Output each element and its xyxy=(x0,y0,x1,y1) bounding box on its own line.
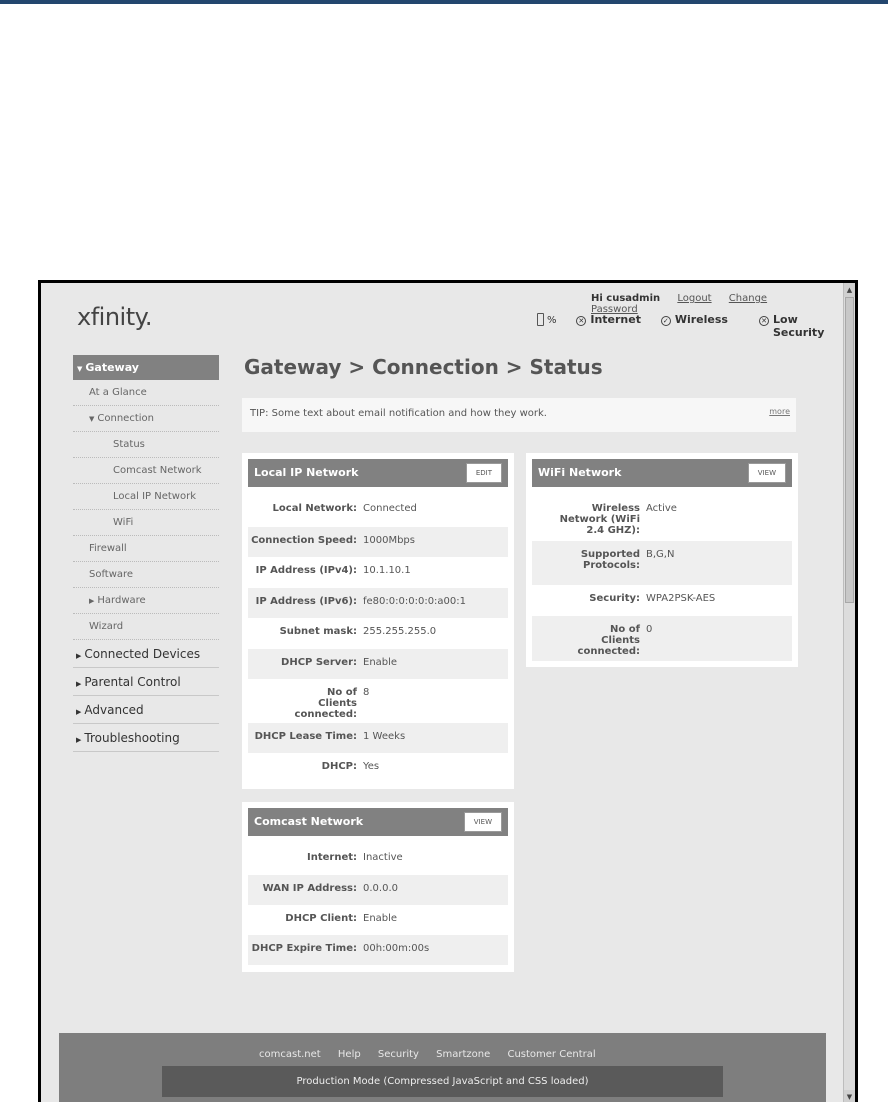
table-row: DHCP Lease Time: 1 Weeks xyxy=(248,723,508,753)
comcast-network-panel xyxy=(242,802,514,972)
tip-box xyxy=(242,398,796,432)
chevron-right-icon: ▶ xyxy=(76,680,82,688)
table-row: WAN IP Address: 0.0.0.0 xyxy=(248,875,508,905)
page-canvas xyxy=(41,283,846,1102)
table-row: Supported Protocols: B,G,N xyxy=(532,541,792,585)
sidebar-item-advanced[interactable]: ▶ Advanced xyxy=(73,696,219,724)
view-wifi-button[interactable]: VIEW xyxy=(748,463,786,483)
footer-links xyxy=(259,1049,610,1060)
logout-link[interactable]: Logout xyxy=(677,293,712,304)
security-status-label-1: Low xyxy=(773,313,798,326)
table-row: DHCP Server: Enable xyxy=(248,649,508,679)
table-row: IP Address (IPv4): 10.1.10.1 xyxy=(255,565,411,576)
tip-text: TIP: Some text about email notification and how they work. xyxy=(250,408,547,419)
footer-link-comcast[interactable]: comcast.net xyxy=(259,1049,321,1060)
table-row: No of Clients connected: 0 xyxy=(532,616,792,661)
wifi-network-header xyxy=(532,459,792,487)
xfinity-logo: xfinity. xyxy=(77,303,153,331)
table-row: Security: WPA2PSK-AES xyxy=(589,593,716,604)
browser-window xyxy=(38,280,858,1102)
security-status-label-2: Security xyxy=(773,326,825,339)
sidebar-item-connected-devices[interactable]: ▶ Connected Devices xyxy=(73,640,219,668)
internet-status-label: Internet xyxy=(590,313,641,326)
panel-title: Local IP Network xyxy=(254,466,359,479)
battery-icon xyxy=(537,313,544,326)
user-greeting: Hi cusadmin xyxy=(591,293,661,304)
gateway-page xyxy=(59,283,826,1059)
chevron-right-icon: ▶ xyxy=(76,736,82,744)
table-row: DHCP Client: Enable xyxy=(285,913,398,924)
scroll-down-icon[interactable]: ▼ xyxy=(844,1090,855,1102)
chevron-right-icon: ▶ xyxy=(76,652,82,660)
view-comcast-button[interactable]: VIEW xyxy=(464,812,502,832)
wireless-status[interactable] xyxy=(661,313,728,326)
table-row: IP Address (IPv6): fe80:0:0:0:0:0:a00:1 xyxy=(248,588,508,618)
sidebar-item-firewall[interactable]: Firewall xyxy=(73,536,219,562)
table-row: DHCP Expire Time: 00h:00m:00s xyxy=(248,935,508,965)
change-password-link[interactable]: Change Password xyxy=(591,293,768,315)
battery-status: % xyxy=(537,313,557,326)
sidebar-item-connection[interactable]: ▼ Connection xyxy=(73,406,219,432)
table-row: Subnet mask: 255.255.255.0 xyxy=(279,626,437,637)
table-row: No of Clients connected: 8 xyxy=(294,687,370,720)
sidebar-item-wifi[interactable]: WiFi xyxy=(73,510,219,536)
panel-title: WiFi Network xyxy=(538,466,622,479)
wifi-network-panel xyxy=(526,453,798,667)
wireless-status-label: Wireless xyxy=(674,313,728,326)
internet-status-icon: ✕ xyxy=(576,316,586,326)
internet-status[interactable] xyxy=(576,313,641,326)
local-ip-network-header xyxy=(248,459,508,487)
local-ip-network-panel xyxy=(242,453,514,789)
chevron-right-icon: ▶ xyxy=(89,597,95,605)
footer-link-security[interactable]: Security xyxy=(377,1049,419,1060)
scroll-thumb[interactable] xyxy=(845,297,854,603)
scroll-up-icon[interactable]: ▲ xyxy=(844,283,855,297)
security-status[interactable] xyxy=(759,313,825,339)
production-mode-banner: Production Mode (Compressed JavaScript and CSS loaded) xyxy=(162,1066,723,1097)
document-header-rule xyxy=(0,0,888,4)
sidebar-item-software[interactable]: Software xyxy=(73,562,219,588)
chevron-down-icon: ▼ xyxy=(77,365,83,373)
security-status-icon: ✕ xyxy=(759,316,769,326)
sidebar-item-wizard[interactable]: Wizard xyxy=(73,614,219,640)
chevron-right-icon: ▶ xyxy=(76,708,82,716)
chevron-down-icon: ▼ xyxy=(89,415,95,423)
sidebar-item-comcast-network[interactable]: Comcast Network xyxy=(73,458,219,484)
page-footer xyxy=(59,1033,826,1102)
sidebar-item-gateway[interactable]: ▼ Gateway xyxy=(73,355,219,380)
panel-title: Comcast Network xyxy=(254,815,364,828)
table-row: Wireless Network (WiFi 2.4 GHZ): Active xyxy=(559,503,677,536)
sidebar-item-at-a-glance[interactable]: At a Glance xyxy=(73,380,219,406)
sidebar-item-status[interactable]: Status xyxy=(73,432,219,458)
table-row: Connection Speed: 1000Mbps xyxy=(248,527,508,557)
table-row: Internet: Inactive xyxy=(306,852,403,863)
sidebar-item-hardware[interactable]: ▶ Hardware xyxy=(73,588,219,614)
sidebar-item-troubleshooting[interactable]: ▶ Troubleshooting xyxy=(73,724,219,752)
table-row: DHCP: Yes xyxy=(321,761,380,772)
vertical-scrollbar[interactable] xyxy=(843,283,855,1102)
sidebar-nav xyxy=(73,355,219,752)
comcast-network-header xyxy=(248,808,508,836)
wireless-status-icon: ✓ xyxy=(661,316,671,326)
footer-link-customer-central[interactable]: Customer Central xyxy=(507,1049,596,1060)
sidebar-item-local-ip-network[interactable]: Local IP Network xyxy=(73,484,219,510)
page-title: Gateway > Connection > Status xyxy=(244,355,603,379)
table-row: Local Network: Connected xyxy=(272,503,417,514)
more-link[interactable]: more xyxy=(769,407,790,416)
footer-link-help[interactable]: Help xyxy=(337,1049,361,1060)
user-bar xyxy=(591,293,826,315)
status-bar xyxy=(537,313,827,339)
edit-button[interactable]: EDIT xyxy=(466,463,502,483)
sidebar-item-parental-control[interactable]: ▶ Parental Control xyxy=(73,668,219,696)
footer-link-smartzone[interactable]: Smartzone xyxy=(436,1049,491,1060)
